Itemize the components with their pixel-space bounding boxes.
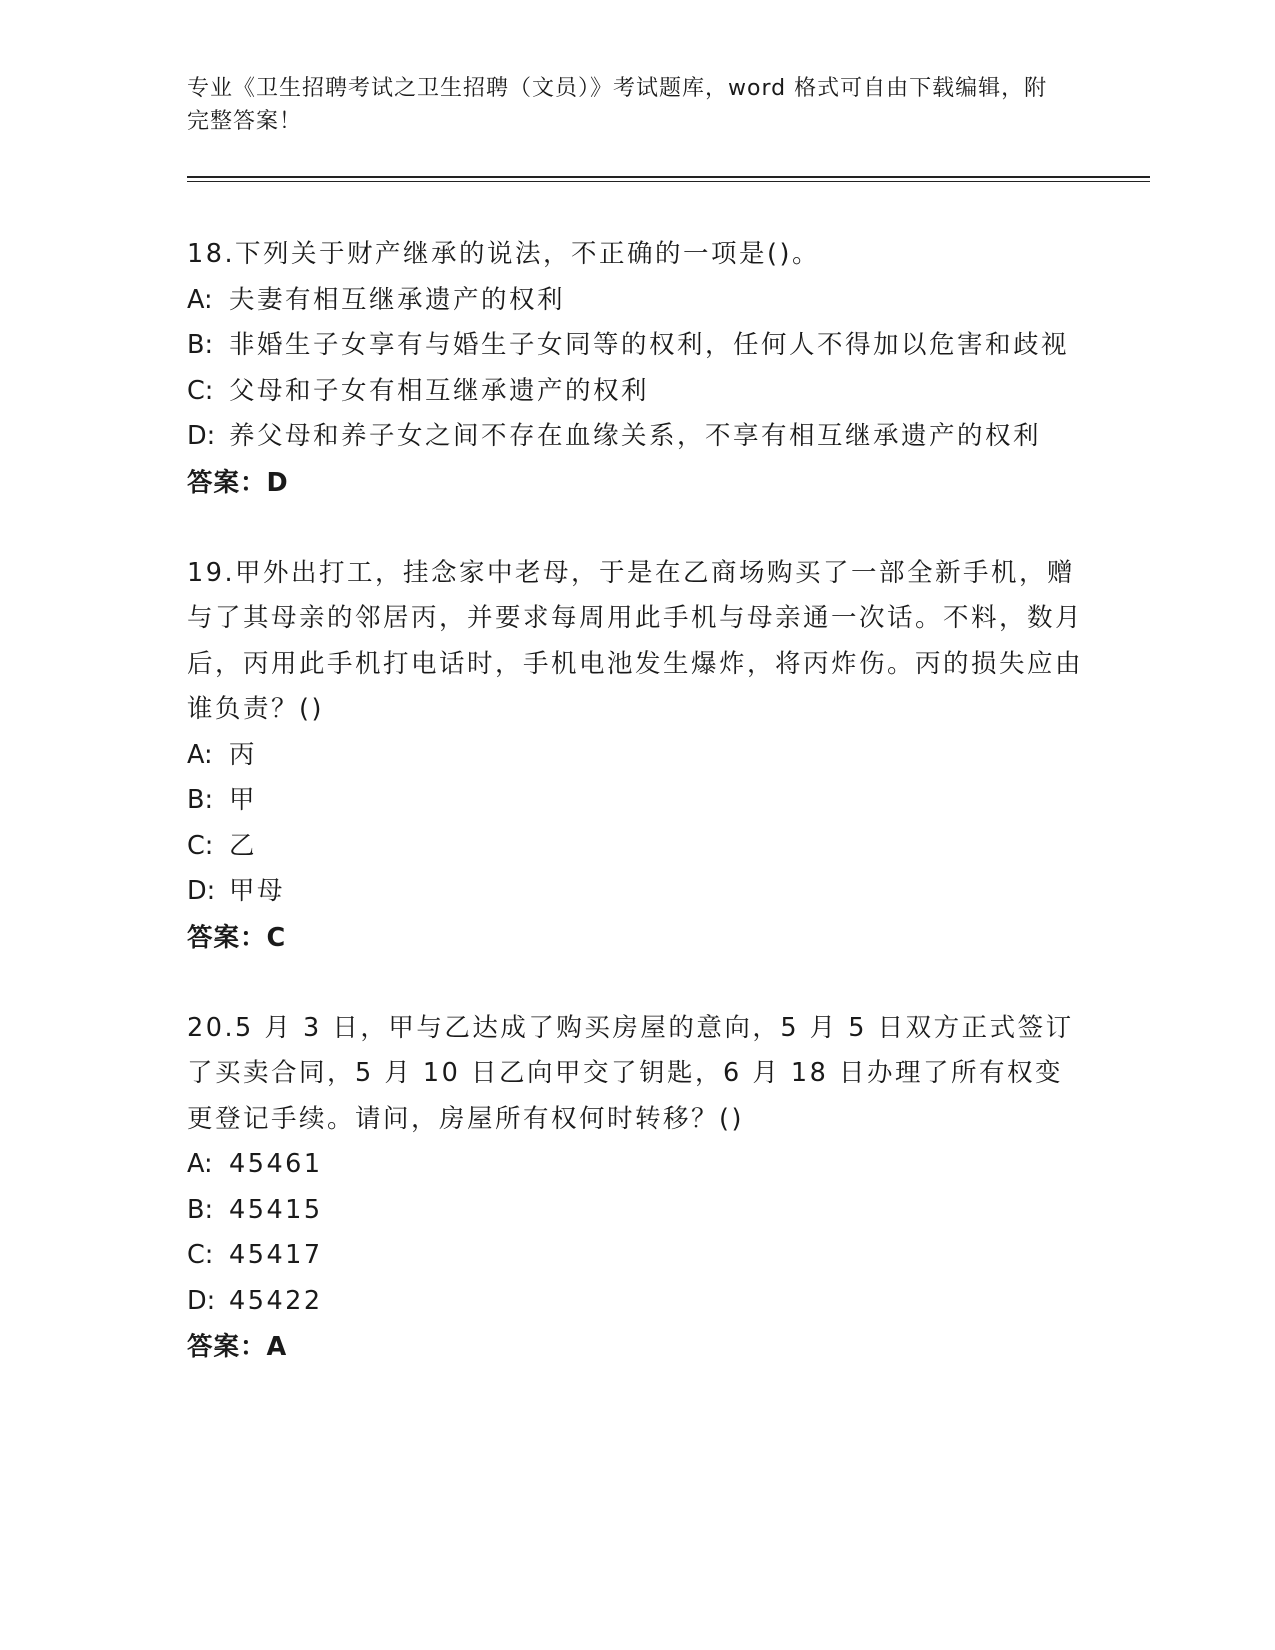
option-letter: A: bbox=[187, 739, 213, 770]
option-text: 非婚生子女享有与婚生子女同等的权利，任何人不得加以危害和歧视 bbox=[229, 330, 1070, 360]
question-stem: 20.5 月 3 日，甲与乙达成了购买房屋的意向，5 月 5 日双方正式签订了买卖合同，5 月 10 日乙向甲交了钥匙，6 月 18 日办理了所有权变更登记手续。请问，房屋所有权何时转移？() bbox=[187, 1012, 1074, 1134]
option-letter: D: bbox=[187, 421, 216, 451]
option-text: 甲 bbox=[229, 785, 258, 815]
option-b bbox=[187, 1188, 1087, 1234]
answer-label: 答案：D bbox=[187, 467, 289, 498]
option-d bbox=[187, 414, 1087, 460]
option-letter: D: bbox=[187, 1285, 216, 1316]
option-text: 丙 bbox=[229, 739, 258, 770]
option-c bbox=[187, 824, 1087, 870]
option-text: 乙 bbox=[229, 830, 258, 861]
option-c bbox=[187, 1233, 1087, 1279]
option-b bbox=[187, 323, 1087, 369]
option-letter: B: bbox=[187, 330, 214, 360]
option-letter: D: bbox=[187, 876, 216, 906]
option-d bbox=[187, 1279, 1087, 1325]
option-c bbox=[187, 369, 1087, 415]
option-text: 甲母 bbox=[229, 876, 286, 906]
question-18 bbox=[187, 232, 1087, 506]
option-letter: B: bbox=[187, 785, 214, 815]
answer-label: 答案：C bbox=[187, 922, 287, 953]
option-a bbox=[187, 733, 1087, 779]
option-text: 父母和子女有相互继承遗产的权利 bbox=[229, 375, 650, 406]
option-a bbox=[187, 1142, 1087, 1188]
option-letter: C: bbox=[187, 375, 214, 406]
option-text: 养父母和养子女之间不存在血缘关系，不享有相互继承遗产的权利 bbox=[229, 421, 1042, 451]
question-20 bbox=[187, 1006, 1087, 1371]
question-list bbox=[187, 232, 1087, 1415]
document-header: 专业《卫生招聘考试之卫生招聘（文员）》考试题库，word 格式可自由下载编辑，附完整答案！ bbox=[187, 76, 1048, 134]
option-d bbox=[187, 869, 1087, 915]
answer-label: 答案：A bbox=[187, 1332, 288, 1362]
question-19 bbox=[187, 551, 1087, 961]
option-letter: A: bbox=[187, 1149, 213, 1179]
option-b bbox=[187, 778, 1087, 824]
option-letter: C: bbox=[187, 1240, 214, 1270]
option-text: 45422 bbox=[229, 1285, 323, 1316]
option-text: 45415 bbox=[229, 1194, 323, 1225]
option-letter: C: bbox=[187, 830, 214, 861]
option-letter: B: bbox=[187, 1194, 214, 1225]
header-divider-thin bbox=[187, 181, 1150, 182]
question-stem: 19.甲外出打工，挂念家中老母，于是在乙商场购买了一部全新手机，赠与了其母亲的邻居丙，并要求每周用此手机与母亲通一次话。不料，数月后，丙用此手机打电话时，手机电池发生爆炸，将丙炸伤。丙的损失应由谁负责？() bbox=[187, 557, 1084, 724]
option-letter: A: bbox=[187, 284, 213, 315]
option-a bbox=[187, 278, 1087, 324]
option-text: 夫妻有相互继承遗产的权利 bbox=[229, 284, 566, 315]
option-text: 45461 bbox=[229, 1149, 323, 1179]
question-stem: 18.下列关于财产继承的说法，不正确的一项是()。 bbox=[187, 239, 820, 269]
option-text: 45417 bbox=[229, 1240, 323, 1270]
header-divider-thick bbox=[187, 176, 1150, 178]
